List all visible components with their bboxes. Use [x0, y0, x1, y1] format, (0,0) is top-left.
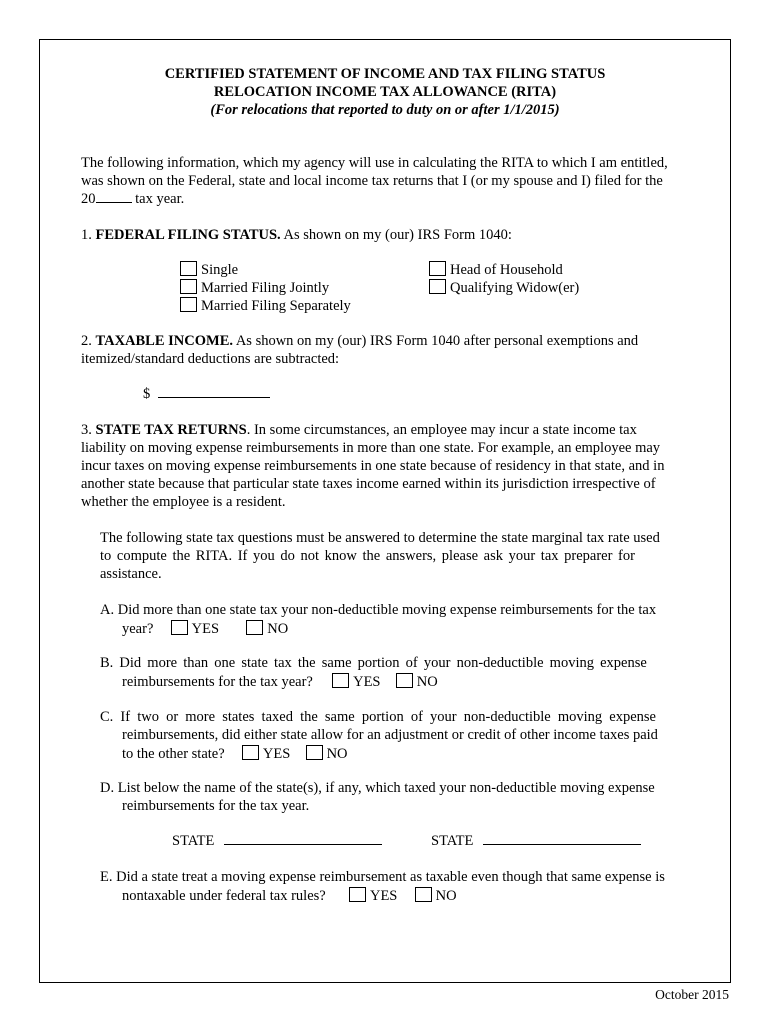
instructions-line-2: to compute the RITA. If you do not know the answers, please ask your tax preparer for [100, 548, 635, 564]
section-3-number: 3. [81, 422, 92, 438]
question-b-line-1: B. Did more than one state tax the same portion of your non-deductible moving expense [100, 655, 647, 671]
section-taxable-income [81, 333, 638, 350]
intro-line-1: The following information, which my agency will use in calculating the RITA to which I am entitled, [81, 155, 668, 171]
question-e-text: nontaxable under federal tax rules? [122, 888, 326, 904]
state-label: STATE [431, 833, 474, 849]
no-label: NO [267, 621, 289, 637]
state-label: STATE [172, 833, 215, 849]
instructions-line-1: The following state tax questions must be answered to determine the state marginal tax rate used [100, 530, 660, 546]
question-c-line-2: reimbursements, did either state allow for an adjustment or credit of other income taxes paid [122, 727, 658, 743]
question-e-no-checkbox[interactable] [415, 887, 432, 902]
option-married-filing-separately[interactable] [180, 297, 351, 315]
section-3-line-4: another state because that particular state taxes income earned within its jurisdiction irrespective of [81, 476, 656, 492]
section-3-line-2: liability on moving expense reimbursements in more than one state. For example, an employee may [81, 440, 661, 456]
option-married-filing-jointly[interactable] [180, 279, 329, 297]
section-federal-filing-status [81, 227, 512, 244]
question-c-no-checkbox[interactable] [306, 745, 323, 760]
section-3-line-5: whether the employee is a resident. [81, 494, 286, 510]
qualifying-widower-checkbox[interactable] [429, 279, 446, 294]
question-e-yes-checkbox[interactable] [349, 887, 366, 902]
section-2-number: 2. [81, 333, 92, 349]
option-qualifying-widower[interactable] [429, 279, 579, 297]
yes-label: YES [353, 674, 381, 690]
no-label: NO [326, 746, 348, 762]
question-d-line-2: reimbursements for the tax year. [122, 798, 310, 814]
section-3-heading: STATE TAX RETURNS [95, 422, 247, 438]
section-2-heading: TAXABLE INCOME. [95, 333, 233, 349]
section-3-line-3: incur taxes on moving expense reimbursements in one state because of residency in that state, and in [81, 458, 665, 474]
taxable-income-field[interactable] [158, 397, 270, 398]
no-label: NO [416, 674, 438, 690]
option-head-of-household[interactable] [429, 261, 563, 279]
section-1-heading: FEDERAL FILING STATUS. [95, 227, 281, 243]
tax-year-suffix: tax year. [135, 191, 185, 207]
question-d-line-1: D. List below the name of the state(s), if any, which taxed your non-deductible moving expense [100, 780, 655, 796]
form-title: CERTIFIED STATEMENT OF INCOME AND TAX FILING STATUS [164, 66, 606, 82]
question-c-line-3 [122, 745, 348, 763]
form-subtitle: RELOCATION INCOME TAX ALLOWANCE (RITA) [213, 84, 557, 100]
option-label: Qualifying Widow(er) [450, 280, 580, 296]
question-a-text: year? [122, 621, 154, 637]
yes-label: YES [369, 888, 398, 904]
state-field-1[interactable] [224, 844, 382, 845]
form-applicability-note: (For relocations that reported to duty on or after 1/1/2015) [210, 102, 560, 118]
married-filing-separately-checkbox[interactable] [180, 297, 197, 312]
question-b-line-2 [122, 673, 438, 691]
question-c-text: to the other state? [122, 746, 225, 762]
question-c-line-1: C. If two or more states taxed the same portion of your non-deductible moving expense [100, 709, 656, 725]
yes-label: YES [262, 746, 291, 762]
section-2-text: As shown on my (our) IRS Form 1040 after personal exemptions and [235, 333, 639, 349]
single-checkbox[interactable] [180, 261, 197, 276]
intro-line-3 [81, 191, 184, 208]
question-a-line-2 [122, 620, 288, 638]
yes-label: YES [191, 621, 220, 637]
question-a-no-checkbox[interactable] [246, 620, 263, 635]
tax-year-field[interactable] [96, 202, 132, 203]
question-c-yes-checkbox[interactable] [242, 745, 259, 760]
intro-line-2: was shown on the Federal, state and local income tax returns that I (or my spouse and I) filed for the [81, 173, 663, 189]
section-1-text: As shown on my (our) IRS Form 1040: [283, 227, 512, 243]
married-filing-jointly-checkbox[interactable] [180, 279, 197, 294]
section-state-tax-returns [81, 422, 637, 439]
state-entry-2 [431, 833, 641, 850]
question-a-line-1: A. Did more than one state tax your non-deductible moving expense reimbursements for the tax [100, 602, 657, 618]
question-b-yes-checkbox[interactable] [332, 673, 349, 688]
question-b-text: reimbursements for the tax year? [122, 674, 313, 690]
question-e-line-1: E. Did a state treat a moving expense reimbursement as taxable even though that same expense is [100, 869, 665, 885]
option-label: Married Filing Jointly [201, 280, 330, 296]
section-3-text: . In some circumstances, an employee may incur a state income tax [246, 422, 637, 438]
currency-symbol: $ [143, 386, 151, 402]
question-e-line-2 [122, 887, 457, 905]
question-b-no-checkbox[interactable] [396, 673, 413, 688]
option-label: Married Filing Separately [201, 298, 351, 314]
section-2-line-2: itemized/standard deductions are subtracted: [81, 351, 340, 367]
section-1-number: 1. [81, 227, 92, 243]
revision-date: October 2015 [655, 987, 729, 1002]
state-entry-1 [172, 833, 382, 850]
taxable-income-entry [143, 386, 270, 403]
option-label: Single [201, 262, 239, 278]
tax-year-prefix: 20 [81, 191, 96, 207]
question-a-yes-checkbox[interactable] [171, 620, 188, 635]
instructions-line-3: assistance. [100, 566, 162, 582]
option-single[interactable] [180, 261, 238, 279]
option-label: Head of Household [450, 262, 563, 278]
no-label: NO [435, 888, 457, 904]
state-field-2[interactable] [483, 844, 641, 845]
head-of-household-checkbox[interactable] [429, 261, 446, 276]
